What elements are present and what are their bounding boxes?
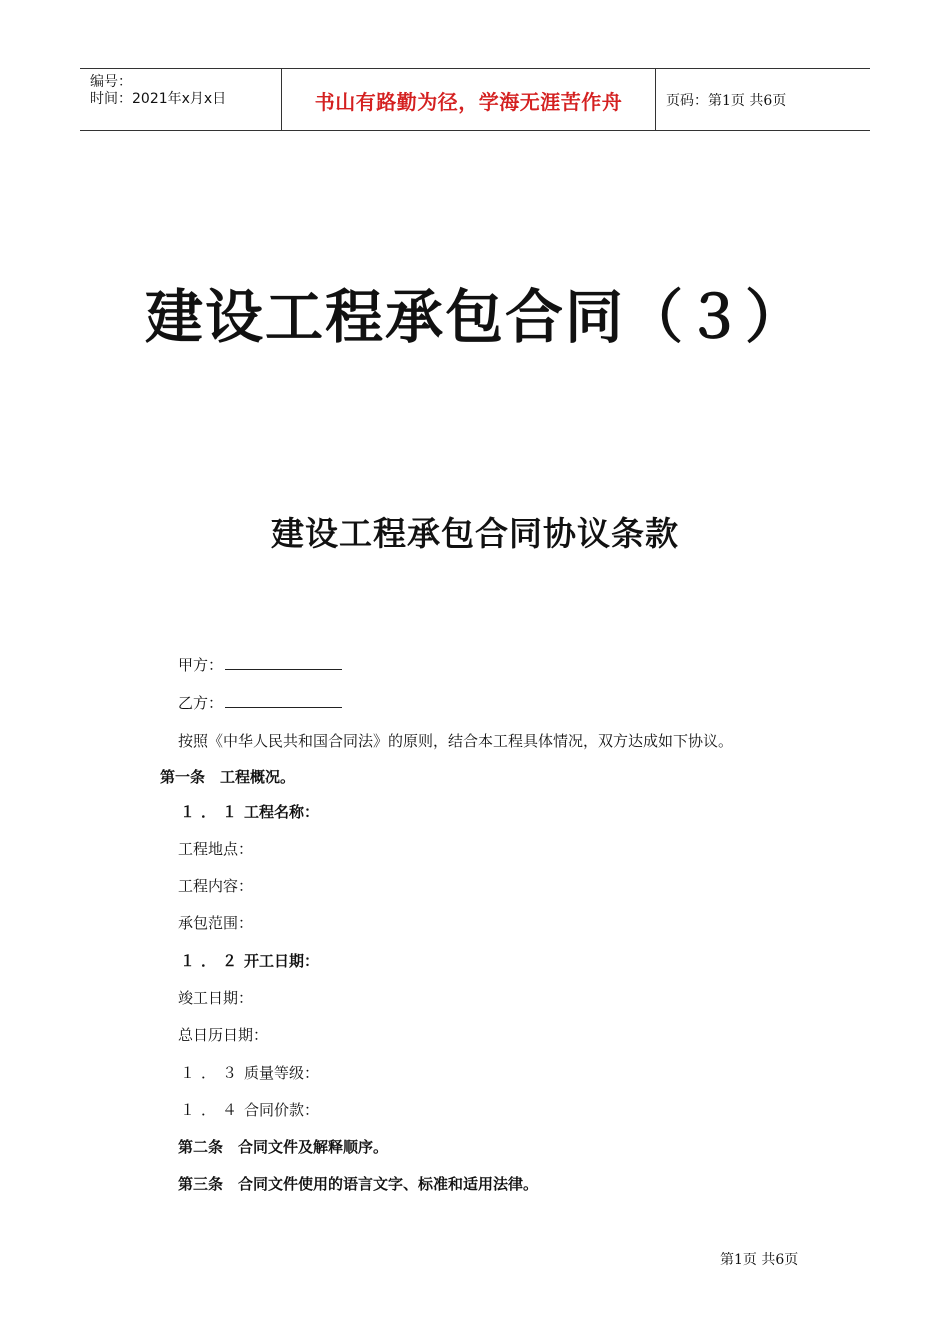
party-b-blank [225,693,342,708]
page-header [80,68,870,131]
section-label: 质量等级： [244,1064,320,1082]
project-location: 工程地点： [178,840,254,858]
section-number: １．４ [180,1101,244,1119]
date-line: 时间：2021年x月x日 [90,91,227,107]
completion-date: 竣工日期： [178,989,254,1007]
party-b-label: 乙方： [178,694,224,712]
section-1-1 [180,801,319,822]
article-2-heading: 第二条 合同文件及解释顺序。 [178,1138,389,1156]
header-motto-cell [282,69,656,130]
section-number: １．１ [180,803,244,821]
serial-label: 编号： [90,74,132,90]
header-page-info: 页码：第1页 共6页 [666,92,787,109]
section-label: 合同价款： [244,1101,320,1119]
party-a-line [178,654,342,675]
article-3-heading: 第三条 合同文件使用的语言文字、标准和适用法律。 [178,1175,539,1193]
party-a-label: 甲方： [178,656,224,674]
document-subtitle: 建设工程承包合同协议条款 [271,514,679,553]
section-label: 工程名称： [244,803,320,821]
section-number: １．２ [180,952,244,970]
document-title: 建设工程承包合同（３） [144,283,805,351]
intro-paragraph: 按照《中华人民共和国合同法》的原则，结合本工程具体情况，双方达成如下协议。 [178,732,734,750]
page-footer: 第1页 共6页 [720,1252,799,1268]
project-content: 工程内容： [178,877,254,895]
section-number: １．３ [180,1064,244,1082]
contract-scope: 承包范围： [178,914,254,932]
section-1-4 [180,1099,319,1120]
header-meta [80,69,282,130]
section-label: 开工日期： [244,952,320,970]
section-1-3 [180,1062,319,1083]
party-a-blank [225,655,342,670]
total-calendar-days: 总日历日期： [178,1026,269,1044]
motto: 书山有路勤为径，学海无涯苦作舟 [314,90,623,114]
party-b-line [178,692,342,713]
section-1-2 [180,950,319,971]
article-1-heading: 第一条 工程概况。 [160,768,296,786]
